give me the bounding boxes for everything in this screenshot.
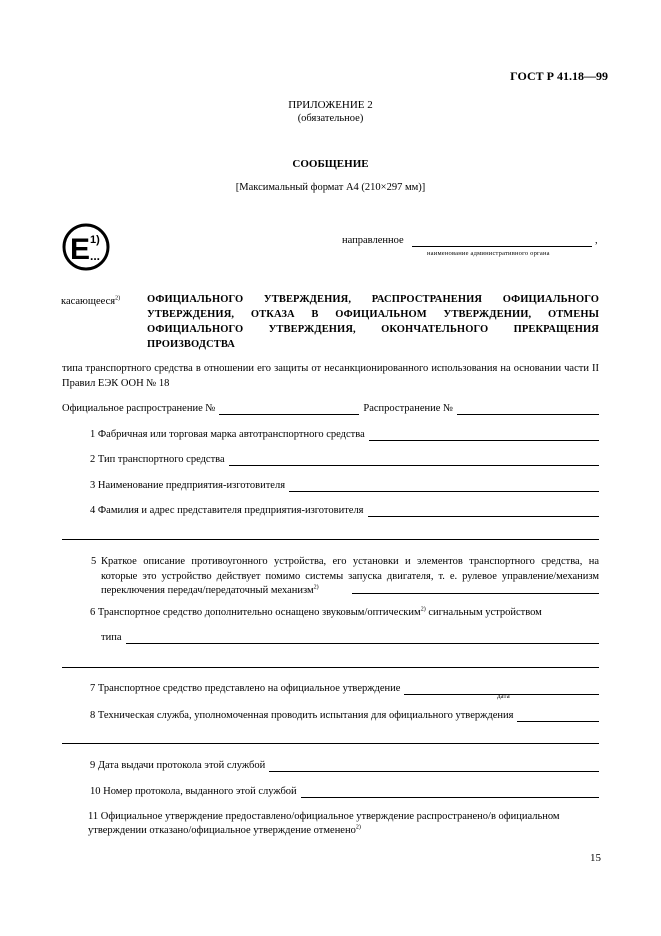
sent-to-comma: ,	[595, 235, 598, 246]
sent-to-caption: наименование административного органа	[427, 250, 550, 257]
item-1-label: 1 Фабричная или торговая марка автотранспортного средства	[90, 429, 365, 440]
emark-superscript: 1)	[90, 234, 100, 246]
intro-paragraph: типа транспортного средства в отношении его защиты от несанкционированного использования на основании части II Правил ЕЭК ООН № 18	[62, 363, 599, 389]
item-4-label: 4 Фамилия и адрес представителя предприятия-изготовителя	[90, 505, 364, 516]
item-4-extra-line[interactable]	[62, 539, 599, 540]
item-7-date-caption: дата	[497, 692, 510, 700]
official-extension-field[interactable]	[219, 404, 359, 415]
item-9-field[interactable]	[269, 761, 599, 772]
item-4-row	[90, 504, 599, 517]
item-5-text: Краткое описание противоугонного устройства, его установки и элементов транспортного средства, на которые это устройство действует помимо системы запуска двигателя, т. е. рулевое управление/механизм переключения передач/передаточный механизм	[101, 556, 599, 596]
sent-to-label: направленное	[342, 235, 404, 246]
item-8-extra-line[interactable]	[62, 743, 599, 744]
item-9-row	[90, 759, 599, 772]
item-9-label: 9 Дата выдачи протокола этой службой	[90, 760, 266, 771]
approval-mark-circle-icon	[62, 223, 122, 271]
emark-letter: E	[70, 233, 91, 266]
item-10-row	[90, 785, 599, 798]
sent-to-field[interactable]	[412, 246, 592, 247]
item-6-type-row	[101, 631, 599, 644]
extension-label: Распространение №	[363, 403, 454, 414]
item-3-row	[90, 479, 599, 492]
annex-title: ПРИЛОЖЕНИЕ 2	[288, 99, 373, 111]
item-6-label: 6 Транспортное средство дополнительно оснащено звуковым/оптическим$^{2)}$ сигнальным устройством	[90, 606, 542, 618]
item-11-text: 11 Официальное утверждение предоставлено/официальное утверждение распространено/в официальном утверждении отказано/официальное утверждение отменено	[88, 811, 560, 836]
item-10-field[interactable]	[301, 787, 599, 798]
official-extension-row	[62, 402, 599, 415]
document-id: ГОСТ Р 41.18—99	[510, 69, 608, 83]
extension-field[interactable]	[457, 404, 599, 415]
item-11	[88, 810, 599, 838]
footnote-ref: 2)	[355, 824, 361, 831]
format-note: [Максимальный формат А4 (210×297 мм)]	[235, 182, 426, 193]
emark-dots: ...	[90, 249, 101, 263]
item-1-field[interactable]	[369, 430, 599, 441]
item-6-type-label: типа	[101, 632, 122, 643]
item-10-label: 10 Номер протокола, выданного этой службой	[90, 786, 297, 797]
item-8-label: 8 Техническая служба, уполномоченная проводить испытания для официального утверждения	[90, 710, 514, 721]
item-3-field[interactable]	[289, 481, 599, 492]
item-8-row	[90, 709, 599, 722]
message-title: СООБЩЕНИЕ	[292, 158, 369, 170]
item-2-label: 2 Тип транспортного средства	[90, 454, 225, 465]
item-6-row	[90, 606, 599, 619]
footnote-ref: 2)	[115, 295, 121, 302]
item-5	[91, 555, 599, 599]
item-4-field[interactable]	[368, 506, 599, 517]
concerning-text: ОФИЦИАЛЬНОГО УТВЕРЖДЕНИЯ, РАСПРОСТРАНЕНИЯ ОФИЦИАЛЬНОГО УТВЕРЖДЕНИЯ, ОТКАЗА В ОФИЦИАЛЬНОМ УТВЕРЖДЕНИИ, ОТМЕНЫ ОФИЦИАЛЬНОГО УТВЕРЖДЕНИЯ, ОКОНЧАТЕЛЬНОГО ПРЕКРАЩЕНИЯ ПРОИЗВОДСТВА	[147, 294, 599, 350]
annex-subtitle: (обязательное)	[297, 113, 364, 124]
item-2-row	[90, 453, 599, 466]
item-6-extra-line[interactable]	[62, 667, 599, 668]
item-8-field[interactable]	[517, 711, 599, 722]
item-6-type-field[interactable]	[126, 633, 600, 644]
page-number: 15	[590, 852, 601, 864]
item-5-number: 5	[91, 556, 97, 567]
item-5-field[interactable]	[352, 593, 599, 594]
item-3-label: 3 Наименование предприятия-изготовителя	[90, 480, 286, 491]
official-extension-label: Официальное распространение №	[62, 403, 216, 414]
item-2-field[interactable]	[229, 455, 599, 466]
item-7-row	[90, 682, 599, 695]
item-1-row	[90, 428, 599, 441]
item-7-label: 7 Транспортное средство представлено на официальное утверждение	[90, 683, 401, 694]
concerning-label: касающееся$^{2)}$	[61, 295, 121, 307]
sent-to-row	[342, 234, 604, 264]
footnote-ref: 2)	[313, 584, 319, 591]
